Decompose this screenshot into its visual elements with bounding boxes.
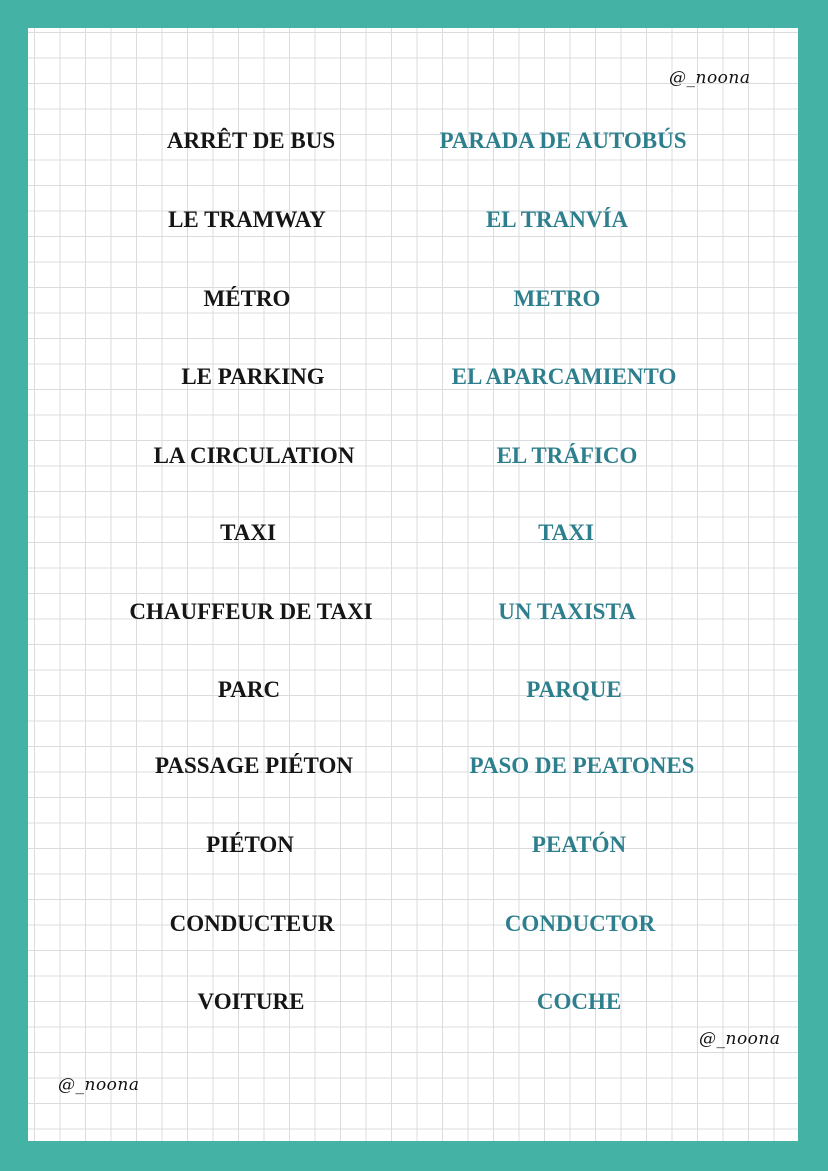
french-term: LE PARKING	[181, 364, 325, 389]
vocab-row	[28, 670, 798, 710]
french-term: CONDUCTEUR	[169, 911, 335, 936]
vocabulary-sheet	[28, 28, 798, 1141]
french-term: LE TRAMWAY	[168, 207, 326, 232]
spanish-term: PARADA DE AUTOBÚS	[439, 128, 687, 153]
spanish-term: TAXI	[538, 520, 594, 545]
vocab-row	[28, 513, 798, 553]
spanish-term: PEATÓN	[531, 832, 627, 857]
signature-bottom-right: @_noona	[699, 1029, 781, 1049]
french-term: CHAUFFEUR DE TAXI	[129, 599, 373, 624]
vocab-row	[28, 904, 798, 944]
spanish-term: EL TRANVÍA	[485, 207, 629, 232]
vocab-row	[28, 436, 798, 476]
french-term: VOITURE	[197, 989, 305, 1014]
french-term: TAXI	[220, 520, 276, 545]
vocab-row	[28, 825, 798, 865]
vocab-row	[28, 200, 798, 240]
french-term: PARC	[217, 677, 281, 702]
spanish-term: EL TRÁFICO	[496, 443, 638, 468]
french-term: LA CIRCULATION	[153, 443, 355, 468]
spanish-term: EL APARCAMIENTO	[451, 364, 677, 389]
french-term: PIÉTON	[206, 832, 294, 857]
vocab-row	[28, 982, 798, 1022]
spanish-term: PASO DE PEATONES	[469, 753, 695, 778]
spanish-term: COCHE	[536, 989, 622, 1014]
spanish-term: CONDUCTOR	[504, 911, 656, 936]
french-term: ARRÊT DE BUS	[166, 128, 336, 153]
vocab-row	[28, 357, 798, 397]
signature-bottom-left: @_noona	[58, 1075, 140, 1095]
signature-top-right: @_noona	[669, 68, 751, 88]
french-term: PASSAGE PIÉTON	[155, 753, 353, 778]
vocab-row	[28, 746, 798, 786]
spanish-term: METRO	[513, 286, 601, 311]
spanish-term: PARQUE	[526, 677, 622, 702]
french-term: MÉTRO	[203, 286, 291, 311]
spanish-term: UN TAXISTA	[498, 599, 636, 624]
vocab-row	[28, 121, 798, 161]
vocab-row	[28, 279, 798, 319]
vocab-row	[28, 592, 798, 632]
